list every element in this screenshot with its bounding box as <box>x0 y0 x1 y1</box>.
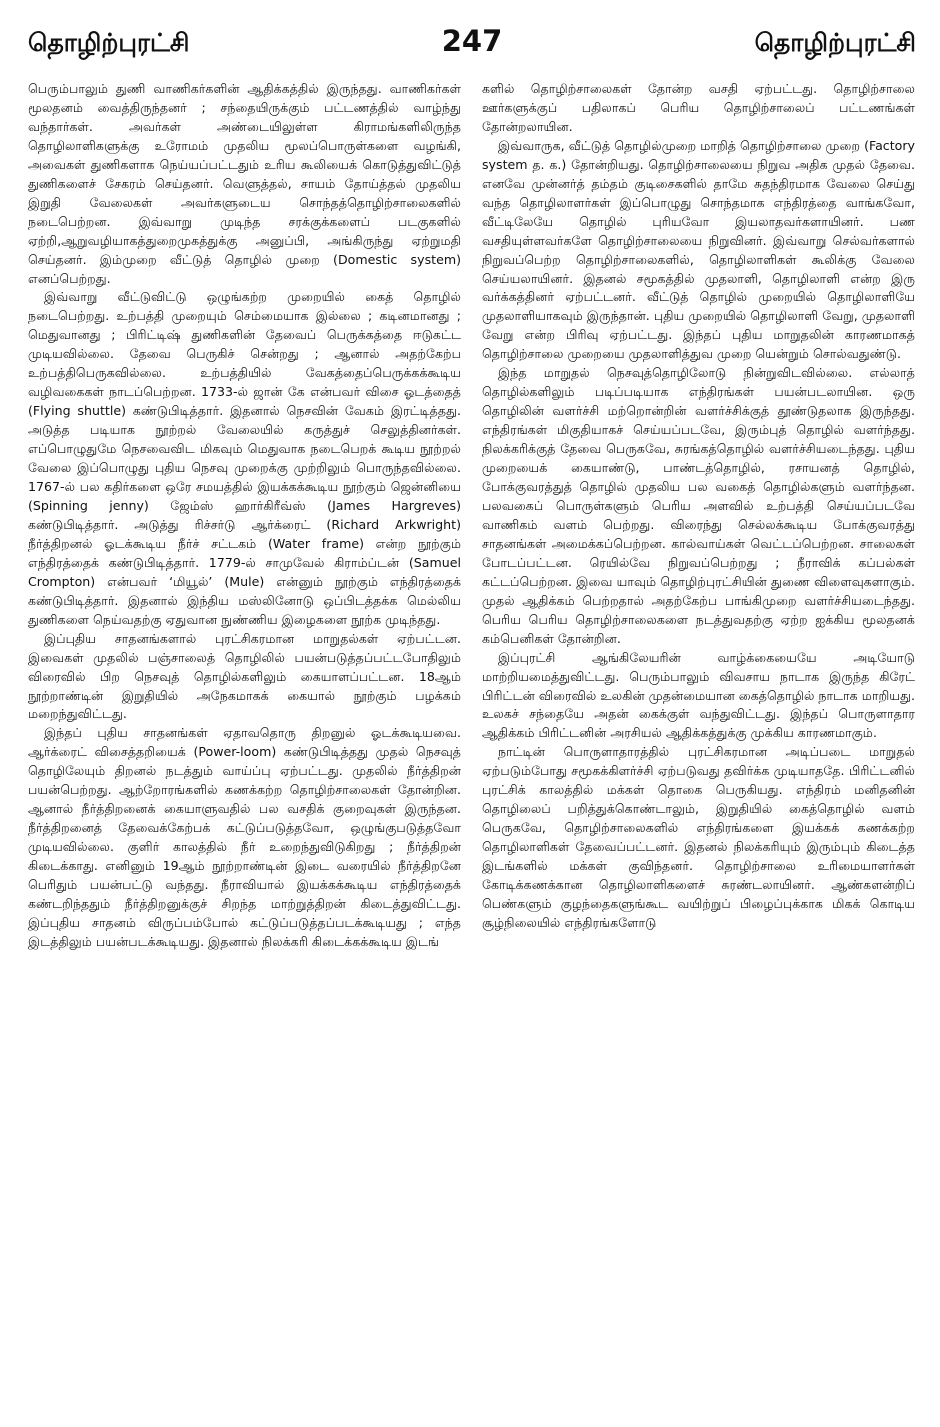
running-head-right: தொழிற்புரட்சி <box>754 28 916 57</box>
paragraph: பெரும்பாலும் துணி வாணிகர்களின் ஆதிக்கத்தில் இருந்தது. வாணிகர்கள் மூலதனம் வைத்திருந்தனர் ; சந்தையிருக்கும் பட்டணத்தில் வாழ்ந்து வந்தார்கள். அவர்கள் அண்டையிலுள்ள கிராமங்களிலிருந்த தொழிலாளிகளுக்கு உரோமம் முதலிய மூலப்பொருள்களை வழங்கி, அவைகள் துணிகளாக நெய்யப்பட்டதும் உரிய கூலியைக் கொடுத்துவிட்டுத் துணிகளைச் சேகரம் செய்தனர். வெளுத்தல், சாயம் தோய்த்தல் முதலிய இறுதி வேலைகள் அவர்களுடைய சொந்தத்தொழிற்சாலைகளில் நடைபெற்றன. இவ்வாறு முடிந்த சரக்குக்களைப் படகுகளில் ஏற்றி,ஆறுவழியாகத்துறைமுகத்துக்கு அனுப்பி, அங்கிருந்து ஏற்றுமதி செய்தனர். இம்முறை வீட்டுத் தொழில் முறை (Domestic system) எனப்பெற்றது. <box>28 81 461 286</box>
paragraph: இவ்வாருக, வீட்டுத் தொழில்முறை மாறித் தொழிற்சாலை முறை (Factory system த. க.) தோன்றியது. தொழிற்சாலையை நிறுவ அதிக முதல் தேவை. எனவே முன்னர்த் தம்தம் குடிசைகளில் தாமே சுதந்திரமாக வேலை செய்து வந்த தொழிலாளர்கள் இப்பொழுது சொந்தமாக எந்திரத்தை வாங்கவோ, வீட்டிலேயே தொழில் புரியவோ இயலாதவர்களாயினர். பண வசதியுள்ளவர்களே தொழிற்சாலையை நிறுவினர். இவ்வாறு செல்வர்களால் நிறுவப்பெற்ற தொழிற்சாலைகளில், தொழிலாளிகள் கூலிக்கு வேலை செய்யலாயினர். இதனல் சமூகத்தில் முதலாளி, தொழிலாளி என்ற இரு வர்க்கத்தினர் ஏற்பட்டனர். வீட்டுத் தொழில் முறையில் தொழிலாளியே முதலாளியாகவும் இருந்தான். புதிய முறையில் தொழிலாளி வேறு, முதலாளி வேறு என்ற பிரிவு ஏற்பட்டது. இந்தப் புதிய மாறுதலின் காரணமாகத் தொழிற்சாலை முறையை முதலாளித்துவ முறை யென்றும் சொல்வதுண்டு. <box>482 137 915 362</box>
running-head-left: தொழிற்புரட்சி <box>28 28 190 57</box>
paragraph: இந்த மாறுதல் நெசவுத்தொழிலோடு நின்றுவிடவில்லை. எல்லாத் தொழில்களிலும் படிப்படியாக எந்திரங்கள் பயன்படலாயின. ஒரு தொழிலின் வளர்ச்சி மற்றொன்றின் வளர்ச்சிக்குத் தூண்டுதலாக இருந்தது. எந்திரங்கள் மிகுதியாகச் செய்யப்படவே, இரும்புத் தொழில் வளர்ந்தது. நிலக்கரிக்குத் தேவை பெருகவே, சுரங்கத்தொழில் வளர்ச்சியடைந்தது. புதிய முறையைக் கையாண்டு, பாண்டத்தொழில், ரசாயனத் தொழில், போக்குவரத்துத் தொழில் முதலிய பல வகைத் தொழில்களும் வளர்ந்தன. பலவகைப் பொருள்களும் பெரிய அளவில் உற்பத்தி செய்யப்படவே வாணிகம் வளம் பெற்றது. விரைந்து செல்லக்கூடிய போக்குவரத்து சாதனங்கள் அமைக்கப்பெற்றன. கால்வாய்கள் வெட்டப்பெற்றன. சாலைகள் போடப்பட்டன. ரெயில்வே நிறுவப்பெற்றது ; நீராவிக் கப்பல்கள் கட்டப்பெற்றன. இவை யாவும் தொழிற்புரட்சியின் துணை விளைவுகளாகும். முதல் ஆதிக்கம் பெற்றதால் அதற்கேற்ப பாங்கிமுறை வளர்ச்சியடைந்தது. பெரிய பெரிய தொழிற்சாலைகளை நடத்துவதற்கு ஏற்ற ஐக்கிய மூலதனக் கம்பெனிகள் தோன்றின. <box>482 365 915 646</box>
page-number: 247 <box>441 24 503 58</box>
paragraph: இப்புரட்சி ஆங்கிலேயரின் வாழ்க்கையையே அடியோடு மாற்றியமைத்துவிட்டது. பெரும்பாலும் விவசாய நாடாக இருந்த கிரேட் பிரிட்டன் விரைவில் உலகின் முதன்மையான கைத்தொழில் நாடாக மாறியது. உலகச் சந்தையே அதன் கைக்குள் வந்துவிட்டது. இந்தப் பொருளாதார ஆதிக்கம் பிரிட்டனின் அரசியல் ஆதிக்கத்துக்கு முக்கிய காரணமாகும். <box>482 649 916 741</box>
left-column <box>28 80 461 952</box>
paragraph: இந்தப் புதிய சாதனங்கள் ஏதாவதொரு திறனுல் ஓடக்கூடியவை. ஆர்க்ரைட் விசைத்தறியைக் (Power-loom) கண்டுபிடித்தது முதல் நெசவுத் தொழிலேயும் திறனல் நடத்தும் வாய்ப்பு ஏற்பட்டது. முதலில் நீர்த்திறன் பயன்பெற்றது. ஆற்றோரங்களில் கணக்கற்ற தொழிற்சாலைகள் தோன்றின. ஆனால் நீர்த்திறனைக் கையாளுவதில் பல வசதிக் குறைவுகள் இருந்தன. நீர்த்திறனைத் தேவைக்கேற்பக் கட்டுப்படுத்தவோ, ஒழுங்குபடுத்தவோ முடியவில்லை. குளிர் காலத்தில் நீர் உறைந்துவிடுகிறது ; நீர்த்திறன் கிடைக்காது. எனினும் 19ஆம் நூற்றாண்டின் இடை வரையில் நீர்த்திறனே பெரிதும் பயன்பட்டு வந்தது. நீராவியால் இயக்கக்கூடிய எந்திரத்தைக் கண்டறிந்ததும் நீர்த்திறனுக்குச் சிறந்த மாற்றுத்திறன் கிடைத்துவிட்டது. இப்புதிய சாதனம் விருப்பம்போல் கட்டுப்படுத்தப்படக்கூடியது ; எந்த இடத்திலும் பயன்படக்கூடியது. இதனால் நிலக்கரி கிடைக்கக்கூடிய இடங் <box>28 725 461 949</box>
page-header <box>28 24 916 68</box>
paragraph: நாட்டின் பொருளாதாரத்தில் புரட்சிகரமான அடிப்படை மாறுதல் ஏற்படும்போது சமூகக்கிளர்ச்சி ஏற்படுவது தவிர்க்க முடியாததே. பிரிட்டனில் புரட்சிக் காலத்தில் மக்கள் தொகை பெருகியது. எந்திரம் மனிதனின் தொழிலைப் பறித்துக்கொண்டாலும், இறுதியில் கைத்தொழில் வளம் பெருகவே, தொழிற்சாலைகளில் எந்திரங்களை இயக்கக் கணக்கற்ற தொழிலாளிகள் தேவைப்பட்டனர். இதனல் நிலக்கரியும் இரும்பும் கிடைத்த இடங்களில் மக்கள் குவிந்தனர். தொழிற்சாலை உரிமையாளர்கள் கோடிக்கணக்கான தொழிலாளிகளைச் சுரண்டலாயினர். ஆண்களன்றிப் பெண்களும் குழந்தைகளுங்கூட வயிற்றுப் பிழைப்புக்காக மிகக் கொடிய சூழ்நிலையில் எந்திரங்களோடு <box>482 744 915 930</box>
paragraph: இப்புதிய சாதனங்களால் புரட்சிகரமான மாறுதல்கள் ஏற்பட்டன. இவைகள் முதலில் பஞ்சாலைத் தொழிலில் பயன்படுத்தப்பட்டபோதிலும் விரைவில் பிற நெசவுத் தொழில்களிலும் கையாளப்பட்டன. 18ஆம் நூற்றாண்டின் இறுதியில் அநேகமாகக் கையால் நூற்கும் பழக்கம் மறைந்துவிட்டது. <box>28 630 461 722</box>
paragraph: இவ்வாறு வீட்டுவிட்டு ஒழுங்கற்ற முறையில் கைத் தொழில் நடைபெற்றது. உற்பத்தி முறையும் செம்மையாக இல்லை ; கடினமானது ; மெதுவானது ; பிரிட்டிஷ் துணிகளின் தேவைப் பெருக்கத்தை ஈடுகட்ட முடியவில்லை. தேவை பெருகிச் சென்றது ; ஆனால் அதற்கேற்ப உற்பத்திபெருகவில்லை. உற்பத்தியில் வேகத்தைப்பெருக்கக்கூடிய வழிவகைகள் நாடப்பெற்றன. 1733-ல் ஜான் கே என்பவர் விசை ஓடத்தைத் (Flying shuttle) கண்டுபிடித்தார். இதனால் நெசவின் வேகம் இரட்டித்தது. அடுத்த படியாக நூற்றல் வேலையில் கருத்துச் செலுத்தினர்கள். எப்பொழுதுமே நெசவைவிட மிகவும் மெதுவாக நடைபெறக் கூடிய நூற்றல் வேலை இப்பொழுது புதிய நெசவு முறைக்கு முற்றிலும் பொருந்தவில்லை. 1767-ல் பல கதிர்களை ஒரே சமயத்தில் இயக்கக்கூடிய நூற்கும் ஜென்னியை (Spinning jenny) ஜேம்ஸ் ஹார்கிரீவ்ஸ் (James Hargreves) கண்டுபிடித்தார். அடுத்து ரிச்சர்டு ஆர்க்ரைட் (Richard Arkwright) நீர்த்திறனல் ஓடக்கூடிய நீர்ச் சட்டகம் (Water frame) என்ற நூற்கும் எந்திரத்தைக் கண்டுபிடித்தார். 1779-ல் சாமுவேல் கிராம்ப்டன் (Samuel Crompton) என்பவர் ‘மியூல்’ (Mule) என்னும் நூற்கும் எந்திரத்தைக் கண்டுபிடித்தார். இதனால் இந்திய மஸ்லினோடு ஒப்பிடத்தக்க மெல்லிய துணிகளை நெய்வதற்கு ஏதுவான நுண்ணிய இழைகளை நூற்க முடிந்தது. <box>28 289 461 627</box>
paragraph: களில் தொழிற்சாலைகள் தோன்ற வசதி ஏற்பட்டது. தொழிற்சாலை ஊர்களுக்குப் பதிலாகப் பெரிய தொழிற்சாலைப் பட்டணங்கள் தோன்றலாயின. <box>482 81 915 134</box>
right-column <box>482 80 915 933</box>
